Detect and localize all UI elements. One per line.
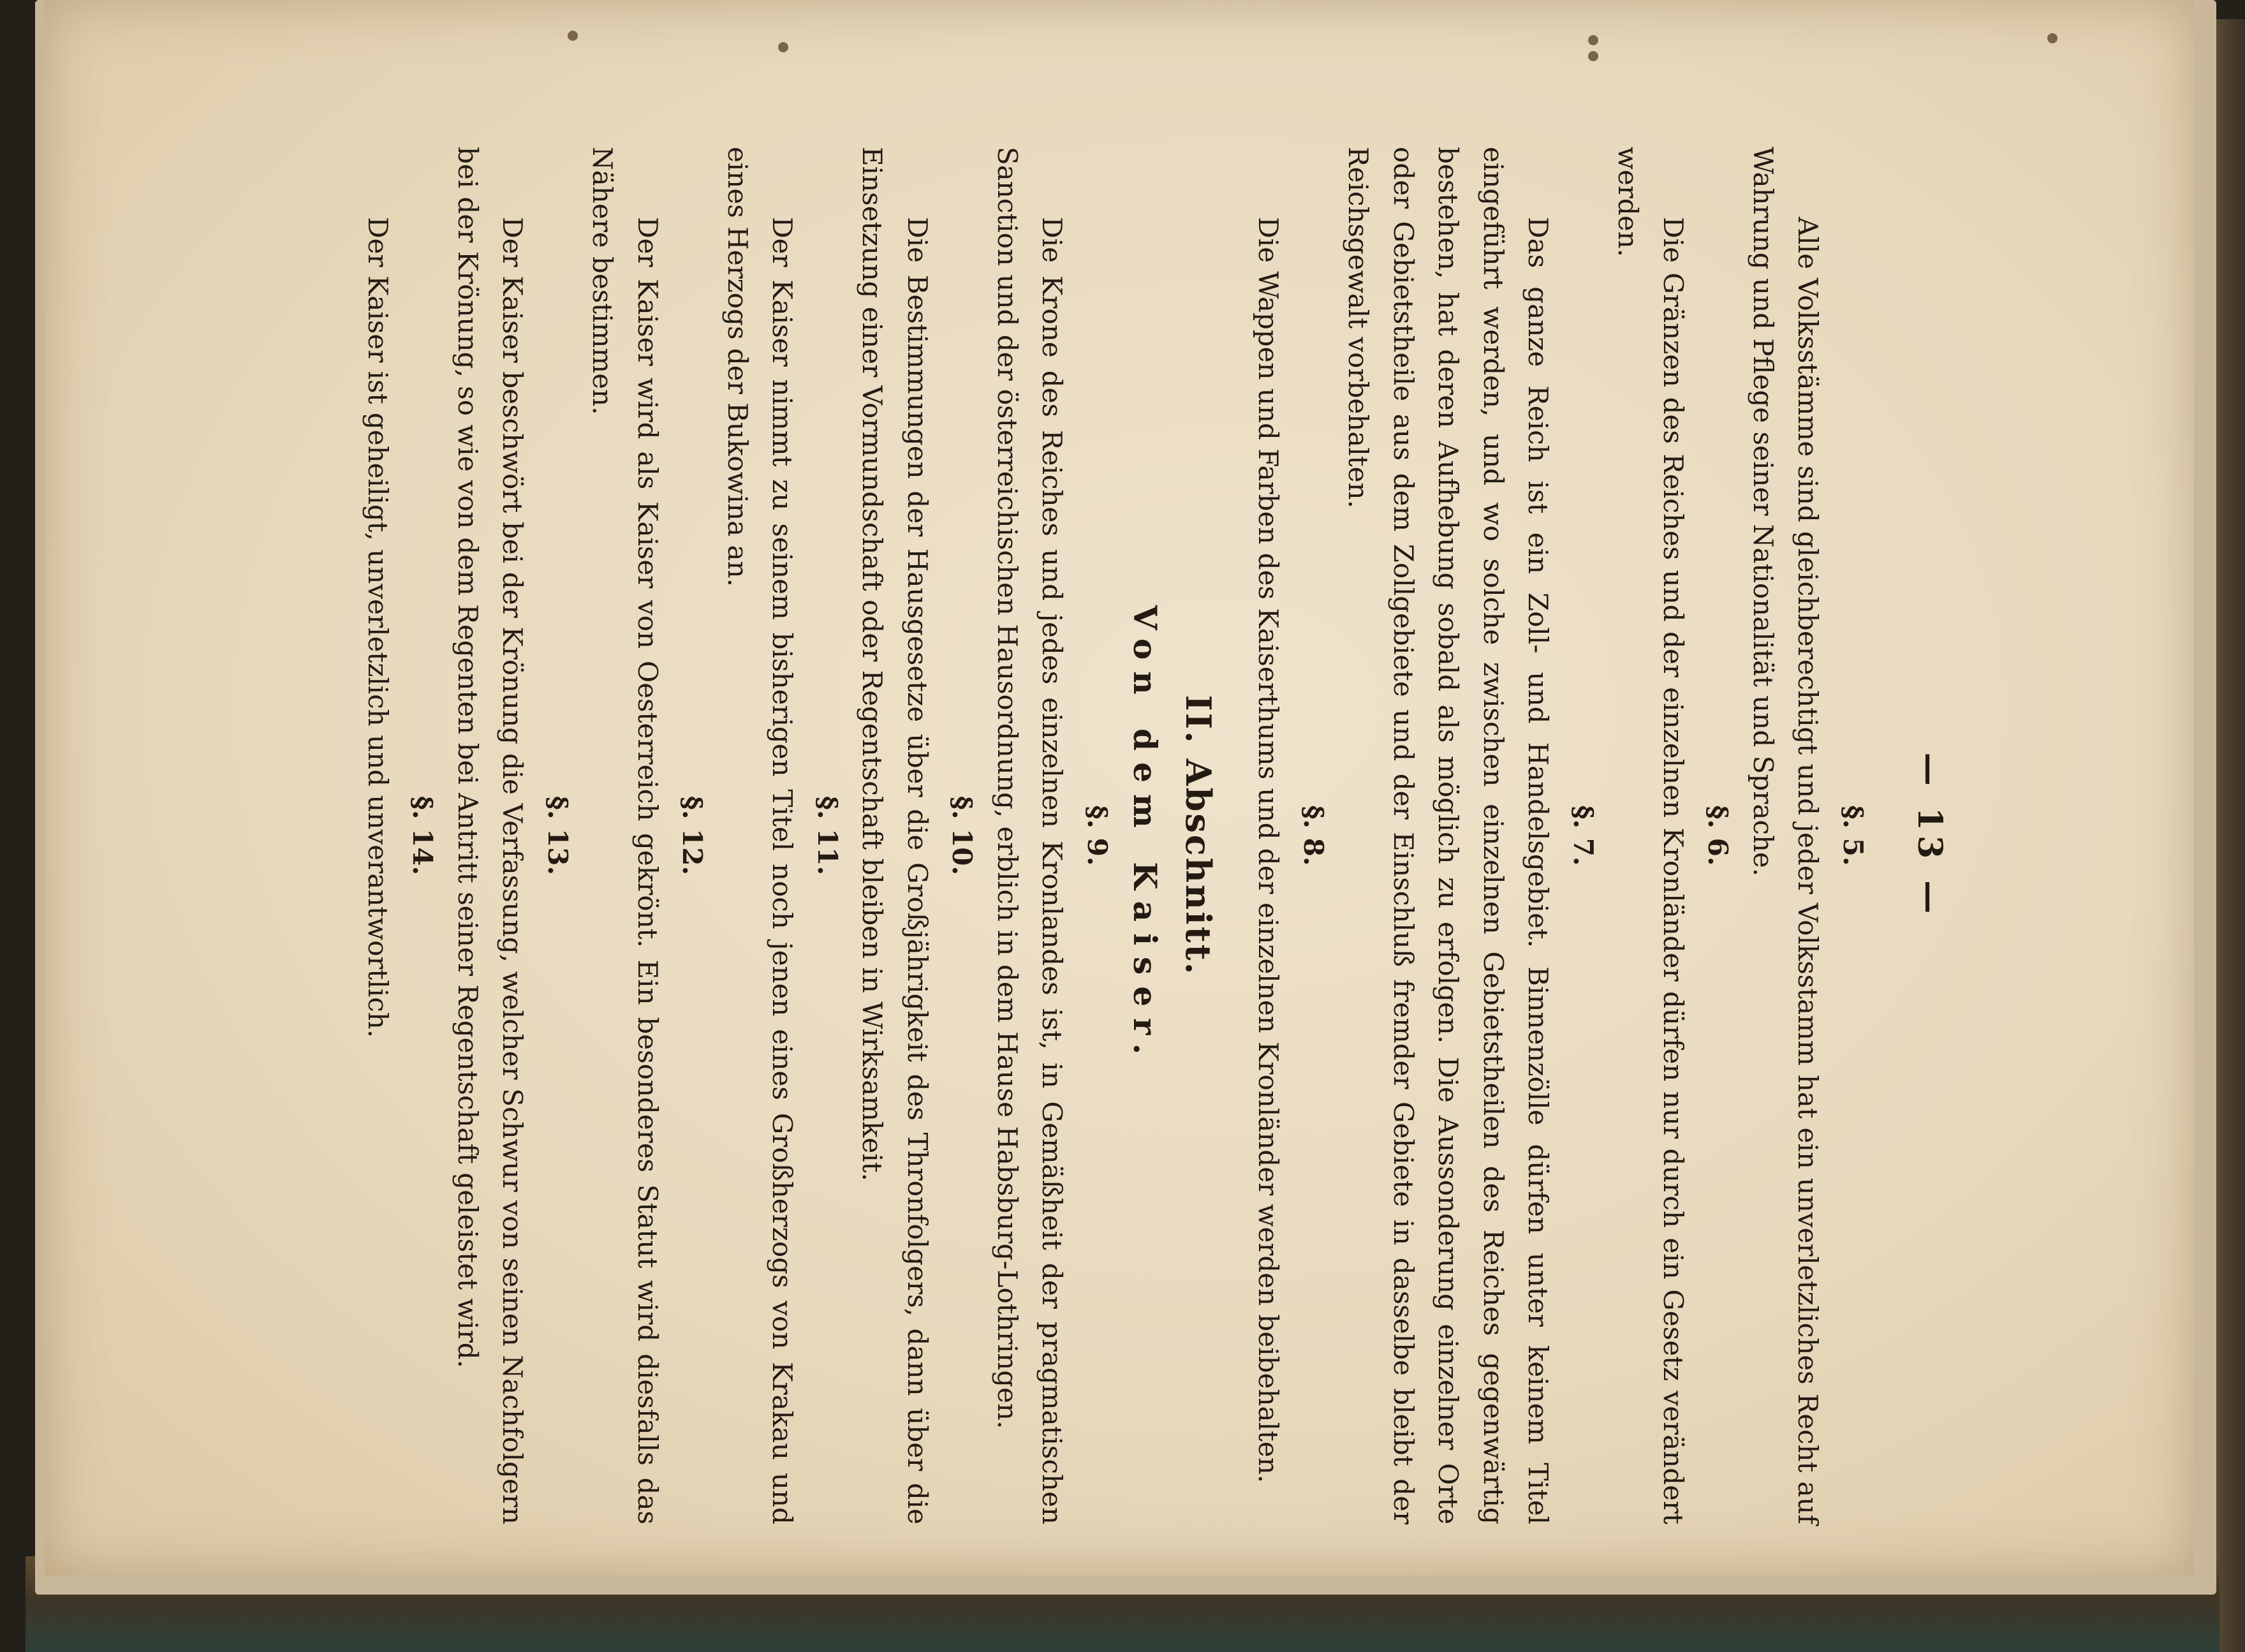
paragraph-number: §. 6. (1702, 805, 1734, 866)
paragraph-number: §. 7. (1568, 805, 1599, 866)
paragraph-number: §. 9. (1082, 805, 1113, 866)
paragraph-number: §. 8. (1298, 805, 1329, 866)
paragraph-number: §. 12. (677, 795, 709, 876)
paragraph-number: §. 10. (946, 795, 978, 876)
stitch-hole (2047, 33, 2057, 43)
section-title: II. Abschnitt. (1178, 695, 1219, 977)
paragraph-list (355, 147, 1876, 1524)
stitch-hole (778, 42, 788, 52)
section-subtitle: Von dem Kaiser. (1126, 605, 1164, 1066)
page-number: — 13 — (1910, 752, 1949, 919)
paragraph-number: §. 13. (542, 795, 573, 876)
paragraph-text: Die Bestimmungen der Hausgesetze über die Großjährigkeit des Thronfolgers, dann über die Einsetzung einer Vormundschaft oder Regentschaft bleiben in Wirksamkeit. (857, 147, 933, 1524)
paragraph-text: Der Kaiser ist geheiligt, unverletzlich und unverantwortlich. (362, 217, 394, 1038)
paragraph-text: Der Kaiser beschwört bei der Krönung die Verfassung, welcher Schwur von seinen Nachfolgern bei der Krönung, so wie von dem Regenten bei Antritt seiner Regentschaft geleistet wird. (452, 147, 529, 1524)
paragraph-number: §. 11. (812, 795, 843, 876)
paragraph-text: Der Kaiser nimmt zu seinem bisherigen Titel noch jenen eines Großherzogs von Krakau und eines Herzogs der Bukowina an. (722, 147, 799, 1524)
paragraph-text: Das ganze Reich ist ein Zoll- und Handelsgebiet. Binnenzölle dürfen unter keinem Titel eingeführt werden, und wo solche zwischen einzelnen Gebietstheilen des Reiches gegenwärtig bestehen, hat deren Aufhebung sobald als möglich zu erfolgen. Die Aussonderung einzelner Orte oder Gebietstheile aus dem Zollgebiete und der Einschluß fremder Gebiete in dasselbe bleibt der Reichsgewalt vorbehalten. (1343, 147, 1554, 1524)
paragraph-text: Alle Volksstämme sind gleichberechtigt und jeder Volksstamm hat ein unverletzliches Recht auf Wahrung und Pflege seiner Nationalität und Sprache. (1748, 147, 1824, 1524)
stitch-hole (1588, 51, 1598, 61)
stitch-hole (568, 31, 578, 41)
paragraph-text: Der Kaiser wird als Kaiser von Oesterreich gekrönt. Ein besonderes Statut wird diesfalls das Nähere bestimmen. (587, 147, 663, 1524)
paragraph-number: §. 14. (407, 795, 439, 876)
paragraph-text: Die Krone des Reiches und jedes einzelnen Kronlandes ist, in Gemäßheit der pragmatischen Sanction und der österreichischen Hausordnung, erblich in dem Hause Habsburg-Lothringen. (992, 147, 1068, 1524)
paragraph-number: §. 5. (1837, 805, 1869, 866)
paragraph-text: Die Gränzen des Reiches und der einzelnen Kronländer dürfen nur durch ein Gesetz verändert werden. (1612, 147, 1689, 1524)
stitch-hole (1588, 35, 1598, 45)
page-text-block (242, 147, 1964, 1524)
paragraph-text: Die Wappen und Farben des Kaiserthums und der einzelnen Kronländer werden beibehalten. (1253, 217, 1284, 1484)
